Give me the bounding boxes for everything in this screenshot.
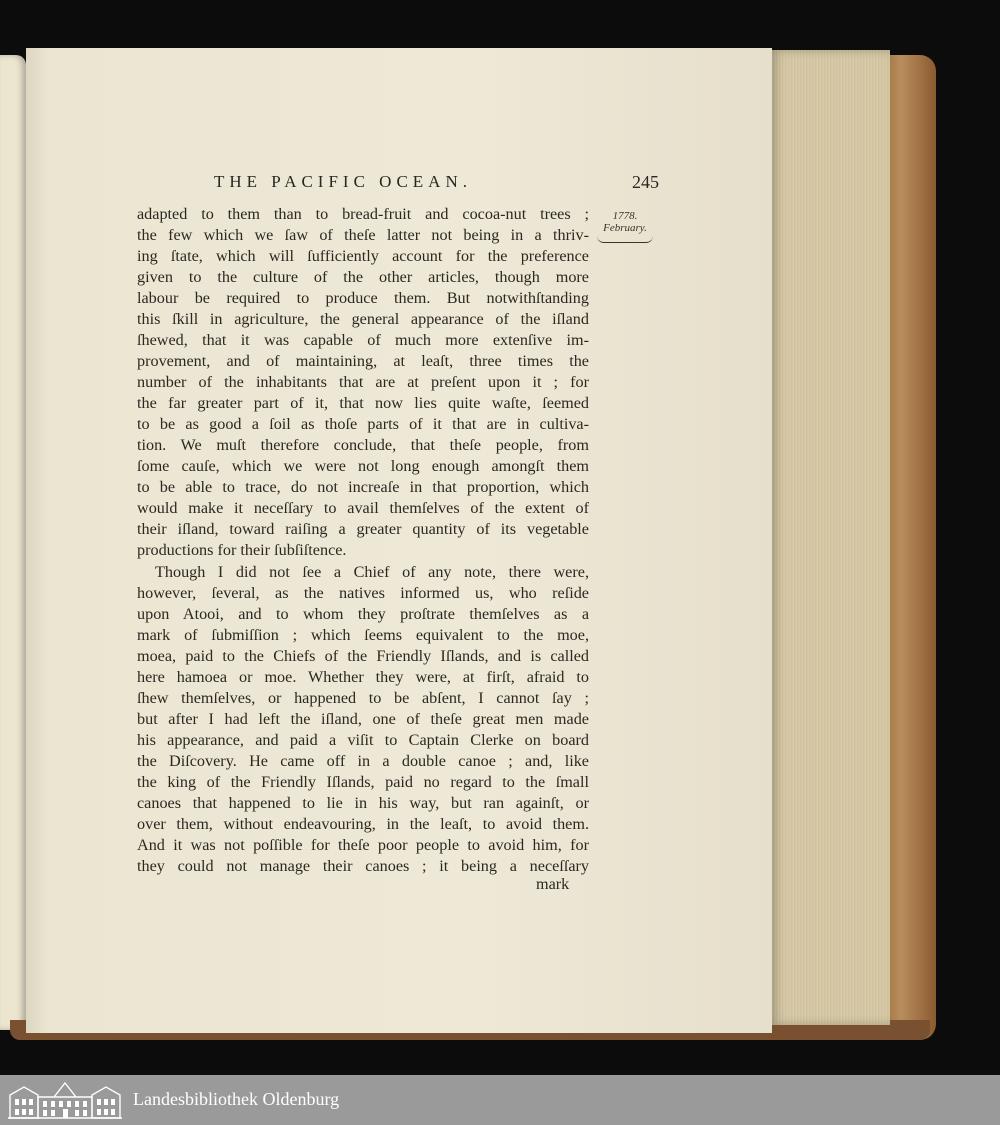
library-building-icon [8, 1081, 122, 1119]
text-line: the king of the Friendly Iſlands, paid no regard to the ſmall [137, 773, 589, 791]
text-line: moea, paid to the Chiefs of the Friendly Iſlands, and is called [137, 647, 589, 665]
library-name: Landesbibliothek Oldenburg [133, 1089, 340, 1109]
text-line: would make it neceſſary to avail themſelves of the extent of [137, 499, 589, 517]
running-title: THE PACIFIC OCEAN. [214, 172, 472, 191]
text-line: ſhewed, that it was capable of much more extenſive im- [137, 331, 589, 349]
paragraph-2 [137, 562, 589, 877]
page-edges [770, 50, 890, 1025]
text-line: over them, without endeavouring, in the leaſt, to avoid them. [137, 815, 589, 833]
margin-note-year: 1778. [612, 210, 638, 222]
text-line: ing ſtate, which will ſufficiently account for the preference [137, 247, 589, 265]
text-line: his appearance, and paid a viſit to Captain Clerke on board [137, 731, 589, 749]
paragraph-1 [137, 204, 589, 561]
text-line: to be as good a ſoil as thoſe parts of it that are in cultiva- [137, 415, 589, 433]
text-line: ſome cauſe, which we were not long enough amongſt them [137, 457, 589, 475]
text-line: canoes that happened to lie in his way, but ran againſt, or [137, 794, 589, 812]
footer-bar [0, 1075, 1000, 1125]
text-line: to be able to trace, do not increaſe in that proportion, which [137, 478, 589, 496]
left-page-edge [0, 55, 26, 1030]
text-line: ſhew themſelves, or happened to be abſent, I cannot ſay ; [137, 689, 589, 707]
text-line: tion. We muſt therefore conclude, that theſe people, from [137, 436, 589, 454]
text-line: the few which we ſaw of theſe latter not being in a thriv- [137, 226, 589, 244]
book-page [26, 48, 772, 1033]
text-line: mark of ſubmiſſion ; which ſeems equivalent to the moe, [137, 626, 589, 644]
text-line: given to the culture of the other articles, though more [137, 268, 589, 286]
text-line: productions for their ſubſiſtence. [137, 541, 347, 559]
text-line: labour be required to produce them. But notwithſtanding [137, 289, 589, 307]
margin-brace [597, 236, 653, 243]
margin-note [594, 210, 656, 243]
text-line: this ſkill in agriculture, the general appearance of the iſland [137, 310, 589, 328]
text-line: but after I had left the iſland, one of theſe great men made [137, 710, 589, 728]
text-line: however, ſeveral, as the natives informed us, who reſide [137, 584, 589, 602]
text-line: their iſland, toward raiſing a greater quantity of its vegetable [137, 520, 589, 538]
margin-note-month: February. [603, 222, 647, 234]
text-line: And it was not poſſible for theſe poor people to avoid him, for [137, 836, 589, 854]
catchword: mark [536, 875, 570, 893]
text-line: Though I did not ſee a Chief of any note, there were, [155, 563, 589, 581]
text-line: adapted to them than to bread-fruit and cocoa-nut trees ; [137, 205, 589, 223]
text-line: upon Atooi, and to whom they proſtrate themſelves as a [137, 605, 589, 623]
text-line: the far greater part of it, that now lies quite waſte, ſeemed [137, 394, 589, 412]
text-line: provement, and of maintaining, at leaſt, three times the [137, 352, 589, 370]
page-number: 245 [632, 172, 659, 192]
text-line: they could not manage their canoes ; it being a neceſſary [137, 857, 589, 875]
text-line: number of the inhabitants that are at preſent upon it ; for [137, 373, 589, 391]
text-line: the Diſcovery. He came off in a double canoe ; and, like [137, 752, 589, 770]
text-line: here hamoea or moe. Whether they were, at firſt, afraid to [137, 668, 589, 686]
